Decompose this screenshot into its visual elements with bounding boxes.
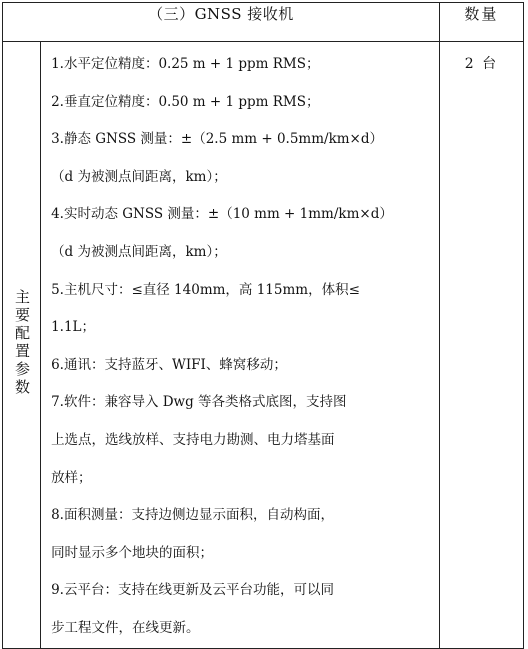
spec-line: （d 为被测点间距离，km）；: [51, 243, 227, 260]
quantity-cell: [439, 42, 523, 649]
side-label-cell: [3, 42, 41, 649]
spec-line: 1.水平定位精度：0.25 m + 1 ppm RMS；: [51, 56, 320, 72]
spec-line: （d 为被测点间距离，km）；: [51, 168, 227, 185]
spec-line: 2.垂直定位精度：0.50 m + 1 ppm RMS；: [51, 93, 320, 110]
spec-line: 步工程文件，在线更新。: [51, 619, 200, 636]
side-label: 主要配置参数: [13, 288, 32, 397]
spec-line: 5.主机尺寸：≤直径 140mm，高 115mm，体积≤: [51, 281, 360, 298]
spec-line: 放样；: [51, 469, 92, 486]
spec-line: 9.云平台：支持在线更新及云平台功能，可以同: [51, 582, 334, 599]
spec-line: 上选点，选线放样、支持电力勘测、电力塔基面: [51, 431, 335, 448]
table-header-row: [3, 3, 524, 42]
table-body-row: [3, 42, 524, 649]
spec-line: 同时显示多个地块的面积；: [51, 544, 214, 561]
quantity-value: 2 台: [464, 56, 499, 72]
spec-table: [2, 2, 524, 649]
section-title: （三）GNSS 接收机: [3, 3, 440, 42]
spec-line: 4.实时动态 GNSS 测量：±（10 mm + 1mm/km×d）: [51, 206, 393, 223]
spec-list: [41, 42, 439, 648]
spec-line: 8.面积测量：支持边侧边显示面积，自动构面，: [51, 507, 334, 524]
spec-line: 7.软件：兼容导入 Dwg 等各类格式底图，支持图: [51, 394, 347, 411]
spec-line: 6.通讯：支持蓝牙、WIFI、蜂窝移动；: [51, 356, 287, 373]
spec-line: 3.静态 GNSS 测量：±（2.5 mm + 0.5mm/km×d）: [51, 131, 384, 148]
spec-content-cell: [41, 42, 440, 649]
quantity-header: 数量: [439, 3, 523, 42]
spec-line: 1.1L；: [51, 319, 95, 336]
